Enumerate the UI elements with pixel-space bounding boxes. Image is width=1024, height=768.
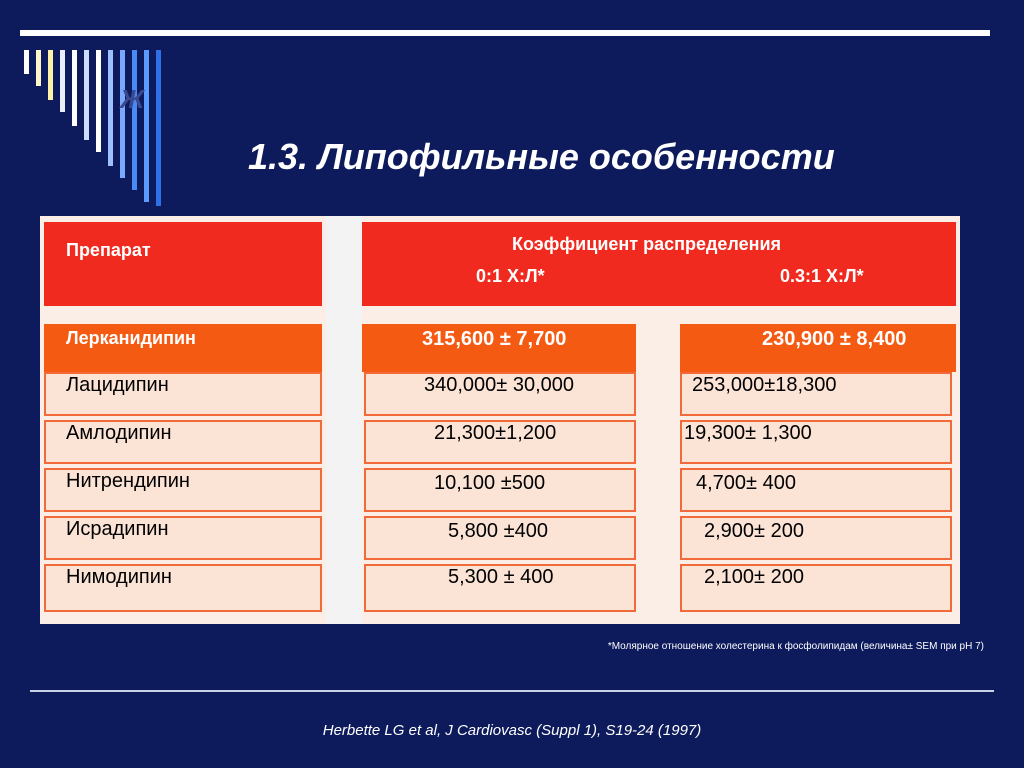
header-ratio-03: 0.3:1 Х:Л* <box>780 266 864 286</box>
drug-name: Нимодипин <box>66 566 172 588</box>
value-ratio-0: 5,800 ±400 <box>448 520 548 542</box>
header-ratio-0: 0:1 Х:Л* <box>476 266 545 286</box>
header-drug: Препарат <box>66 240 151 260</box>
footnote: *Молярное отношение холестерина к фосфолипидам (величина± SEM при pH 7) <box>607 641 984 652</box>
value-ratio-0: 10,100 ±500 <box>434 472 546 494</box>
decorative-bars <box>24 50 174 210</box>
ghost-title-text: Ж <box>120 84 145 114</box>
value-ratio-0: 21,300±1,200 <box>434 422 557 444</box>
value-ratio-03: 4,700± 400 <box>696 472 796 494</box>
value-ratio-03: 230,900 ± 8,400 <box>762 328 907 350</box>
value-ratio-03: 253,000±18,300 <box>692 374 837 396</box>
data-table <box>40 216 960 624</box>
value-ratio-03: 2,100± 200 <box>704 566 804 588</box>
drug-name: Амлодипин <box>66 422 172 444</box>
value-ratio-0: 315,600 ± 7,700 <box>422 328 567 350</box>
value-ratio-0: 340,000± 30,000 <box>424 374 574 396</box>
bottom-rule <box>30 690 994 692</box>
drug-name: Лацидипин <box>66 374 169 396</box>
value-ratio-0: 5,300 ± 400 <box>448 566 554 588</box>
value-ratio-03: 19,300± 1,300 <box>684 422 812 444</box>
top-rule <box>20 30 990 36</box>
drug-name: Исрадипин <box>66 518 169 540</box>
slide-title: 1.3. Липофильные особенности <box>248 136 835 177</box>
header-drug-cell <box>44 222 322 306</box>
value-ratio-03: 2,900± 200 <box>704 520 804 542</box>
citation: Herbette LG et al, J Cardiovasc (Suppl 1), S19-24 (1997) <box>322 722 702 739</box>
drug-name: Нитрендипин <box>66 470 190 492</box>
header-coefficient: Коэффициент распределения <box>512 234 782 254</box>
drug-name: Лерканидипин <box>66 328 196 348</box>
